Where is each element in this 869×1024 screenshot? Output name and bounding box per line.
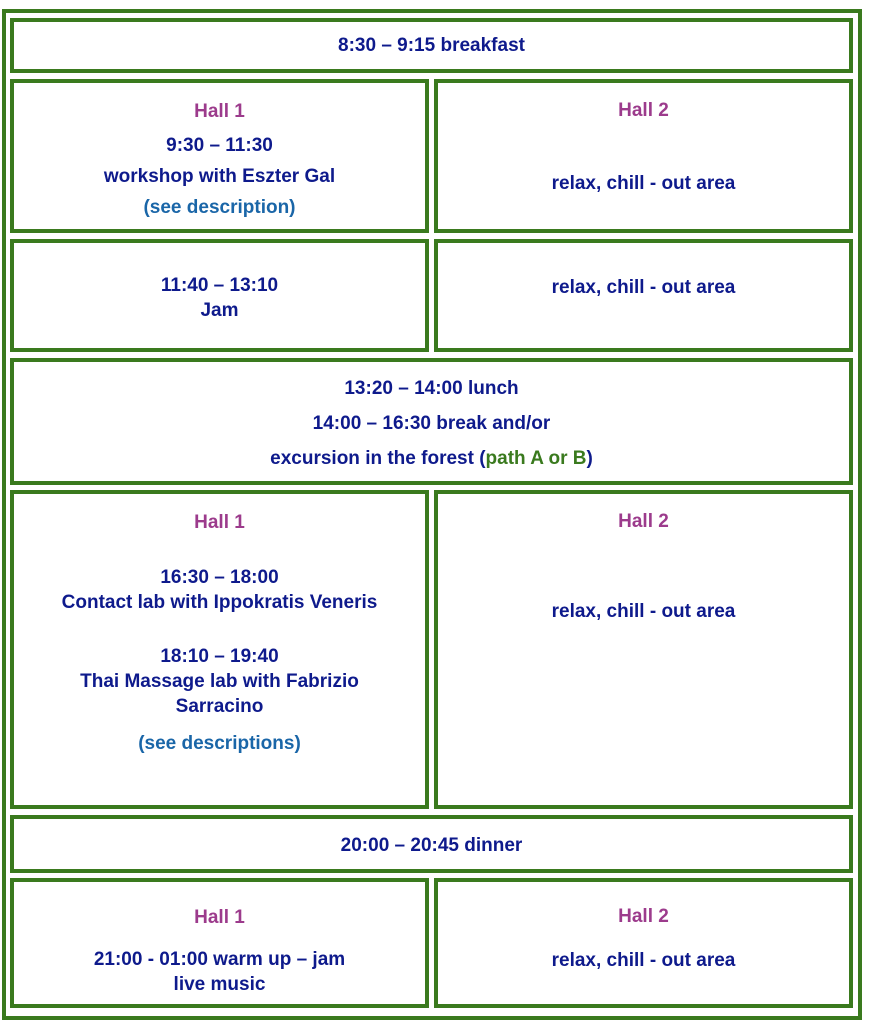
relax-area-text: relax, chill - out area <box>551 173 736 194</box>
thai-massage-title-line2: Sarracino <box>175 696 264 717</box>
path-link[interactable]: path A or B <box>485 448 587 469</box>
block4-hall1-cell <box>10 878 429 1008</box>
block2-jam-cell <box>10 239 429 352</box>
jam-title: Jam <box>200 300 239 321</box>
block2-relax-cell <box>434 239 853 352</box>
block1-hall2-cell <box>434 79 853 233</box>
hall1-label: Hall 1 <box>194 101 245 122</box>
jam-time: 11:40 – 13:10 <box>160 275 279 296</box>
thai-massage-title-line1: Thai Massage lab with Fabrizio <box>80 671 359 692</box>
block3-hall2-cell <box>434 490 853 809</box>
live-music-text: live music <box>173 974 266 995</box>
block1-hall1-cell <box>10 79 429 233</box>
relax-area-text: relax, chill - out area <box>551 601 736 622</box>
lunch-text: 13:20 – 14:00 lunch <box>344 378 519 399</box>
excursion-text: excursion in the forest (path A or B) <box>270 448 593 469</box>
break-text: 14:00 – 16:30 break and/or <box>312 413 551 434</box>
hall2-label: Hall 2 <box>618 906 669 927</box>
hall2-label: Hall 2 <box>618 511 669 532</box>
warm-up-jam-text: 21:00 - 01:00 warm up – jam <box>93 949 346 970</box>
workshop-title: workshop with Eszter Gal <box>103 166 336 187</box>
relax-area-text: relax, chill - out area <box>551 277 736 298</box>
block4-hall2-cell <box>434 878 853 1008</box>
see-description-link[interactable]: (see description) <box>143 197 296 218</box>
dinner-row <box>10 815 853 873</box>
dinner-text: 20:00 – 20:45 dinner <box>340 835 523 856</box>
contact-lab-title: Contact lab with Ippokratis Veneris <box>61 592 378 613</box>
thai-massage-time: 18:10 – 19:40 <box>160 646 279 667</box>
breakfast-row <box>10 18 853 73</box>
hall1-label: Hall 1 <box>194 907 245 928</box>
see-descriptions-link[interactable]: (see descriptions) <box>138 733 301 754</box>
breakfast-text: 8:30 – 9:15 breakfast <box>338 35 525 56</box>
midday-row <box>10 358 853 485</box>
hall1-label: Hall 1 <box>194 512 245 533</box>
hall2-label: Hall 2 <box>618 100 669 121</box>
workshop-time: 9:30 – 11:30 <box>166 135 273 156</box>
block3-hall1-cell <box>10 490 429 809</box>
relax-area-text: relax, chill - out area <box>551 950 736 971</box>
contact-lab-time: 16:30 – 18:00 <box>160 567 279 588</box>
